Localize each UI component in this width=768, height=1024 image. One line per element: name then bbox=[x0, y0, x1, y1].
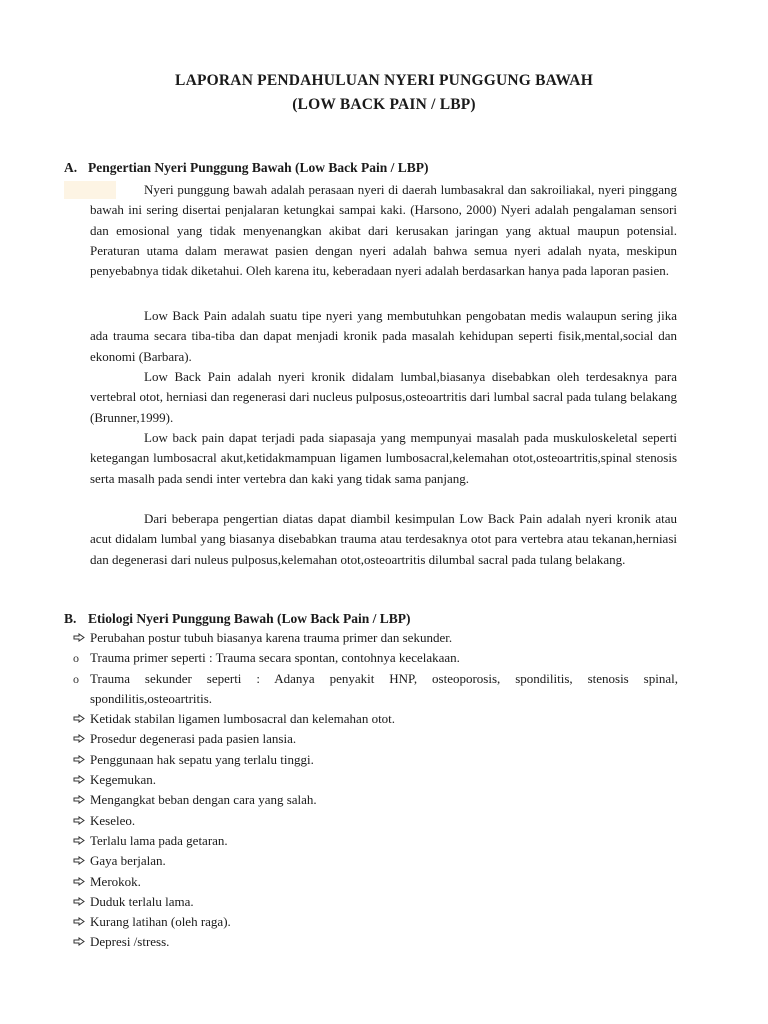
list-item bbox=[64, 892, 678, 912]
arrow-bullet-icon bbox=[73, 774, 87, 788]
arrow-bullet-icon bbox=[73, 896, 87, 910]
list-item bbox=[64, 770, 678, 790]
etiology-list bbox=[64, 628, 678, 953]
list-item bbox=[64, 831, 678, 851]
list-item-text: Gaya berjalan. bbox=[90, 853, 166, 869]
arrow-bullet-icon bbox=[73, 632, 87, 646]
list-item bbox=[64, 872, 678, 892]
list-item bbox=[64, 790, 678, 810]
document-title-line1: LAPORAN PENDAHULUAN NYERI PUNGGUNG BAWAH bbox=[175, 72, 593, 89]
arrow-bullet-icon bbox=[73, 855, 87, 869]
arrow-bullet-icon bbox=[73, 916, 87, 930]
list-item-text: Trauma primer seperti : Trauma secara spontan, contohnya kecelakaan. bbox=[90, 650, 460, 666]
list-item bbox=[64, 750, 678, 770]
paragraph-2: Low Back Pain adalah suatu tipe nyeri yang membutuhkan pengobatan medis walaupun sering jika ada trauma secara tiba-tiba dan dapat menjadi kronik pada masalah kehidupan seperti fisik,mental,social dan ekonomi (Barbara). bbox=[90, 308, 677, 364]
arrow-bullet-icon bbox=[73, 794, 87, 808]
arrow-bullet-icon bbox=[73, 835, 87, 849]
sub-list-item bbox=[64, 669, 678, 710]
sub-list-item bbox=[64, 648, 678, 668]
arrow-bullet-icon bbox=[73, 936, 87, 950]
list-item-text: Mengangkat beban dengan cara yang salah. bbox=[90, 792, 317, 808]
arrow-bullet-icon bbox=[73, 733, 87, 747]
list-item-text: Prosedur degenerasi pada pasien lansia. bbox=[90, 731, 297, 747]
list-item bbox=[64, 628, 678, 648]
section-a-label: A. bbox=[64, 160, 78, 175]
arrow-bullet-icon bbox=[73, 713, 87, 727]
list-item bbox=[64, 932, 678, 952]
section-b-title: Etiologi Nyeri Punggung Bawah (Low Back Pain / LBP) bbox=[88, 611, 411, 626]
list-item-text: Kurang latihan (oleh raga). bbox=[90, 914, 231, 930]
circle-bullet-icon: o bbox=[73, 651, 79, 666]
paragraph-5: Dari beberapa pengertian diatas dapat diambil kesimpulan Low Back Pain adalah nyeri kronik atau acut didalam lumbal yang biasanya disebabkan trauma atau terdesaknya otot para vertebra atau tekanan,herniasi dan degenerasi dari nuleus pulposus,kelemahan otot,osteoartritis dilumbal sacral pada tulang belakang. bbox=[90, 511, 677, 567]
document-title-line2: (LOW BACK PAIN / LBP) bbox=[292, 96, 476, 113]
section-b-label: B. bbox=[64, 611, 77, 626]
circle-bullet-icon: o bbox=[73, 671, 79, 686]
paragraph-3: Low Back Pain adalah nyeri kronik didalam lumbal,biasanya disebabkan oleh terdesaknya para vertebral otot, herniasi dan regenerasi dari nucleus pulposus,osteoartritis dari lumbal sacral pada tulang belakang (Brunner,1999). bbox=[90, 369, 677, 425]
list-item-text: Trauma sekunder seperti : Adanya penyakit HNP, osteoporosis, spondilitis, stenosis spinal, spondilitis,osteoartritis. bbox=[90, 670, 678, 706]
list-item-text: Merokok. bbox=[90, 873, 141, 889]
list-item-text: Keseleo. bbox=[90, 812, 136, 828]
section-b-heading bbox=[64, 611, 411, 627]
paragraph-4: Low back pain dapat terjadi pada siapasaja yang mempunyai masalah pada muskuloskeletal seperti ketegangan lumbosacral akut,ketidakmampuan ligamen lumbosacral,kelemahan otot,osteoartritis,spinal stenosis serta masalh pada sendi inter vertebra dan kaki yang tidak sama panjang. bbox=[90, 430, 677, 486]
list-item-text: Penggunaan hak sepatu yang terlalu tinggi. bbox=[90, 751, 314, 767]
paragraph-1: Nyeri punggung bawah adalah perasaan nyeri di daerah lumbasakral dan sakroiliakal, nyeri pinggang bawah ini sering disertai penjalaran ketungkai sampai kaki. (Harsono, 2000) Nyeri adalah pengalaman sensori dan emosional yang tidak menyenangkan akibat dari kerusakan jaringan yang aktual maupun potensial. Peraturan utama dalam merawat pasien dengan nyeri adalah bahwa semua nyeri adalah nyata, meskipun penyebabnya tidak diketahui. Oleh karena itu, keberadaan nyeri adalah berdasarkan hanya pada laporan pasien. bbox=[90, 182, 677, 279]
list-item bbox=[64, 851, 678, 871]
list-item-text: Perubahan postur tubuh biasanya karena trauma primer dan sekunder. bbox=[90, 630, 453, 645]
arrow-bullet-icon bbox=[73, 876, 87, 890]
list-item bbox=[64, 729, 678, 749]
arrow-bullet-icon bbox=[73, 815, 87, 829]
arrow-bullet-icon bbox=[73, 754, 87, 768]
list-item bbox=[64, 811, 678, 831]
list-item bbox=[64, 709, 678, 729]
list-item-text: Kegemukan. bbox=[90, 772, 157, 788]
list-item-text: Depresi /stress. bbox=[90, 934, 170, 950]
list-item bbox=[64, 912, 678, 932]
list-item-text: Ketidak stabilan ligamen lumbosacral dan kelemahan otot. bbox=[90, 711, 396, 727]
section-a-heading bbox=[64, 160, 429, 176]
list-item-text: Terlalu lama pada getaran. bbox=[90, 832, 228, 848]
list-item-text: Duduk terlalu lama. bbox=[90, 893, 194, 909]
section-a-title: Pengertian Nyeri Punggung Bawah (Low Back Pain / LBP) bbox=[88, 160, 429, 175]
